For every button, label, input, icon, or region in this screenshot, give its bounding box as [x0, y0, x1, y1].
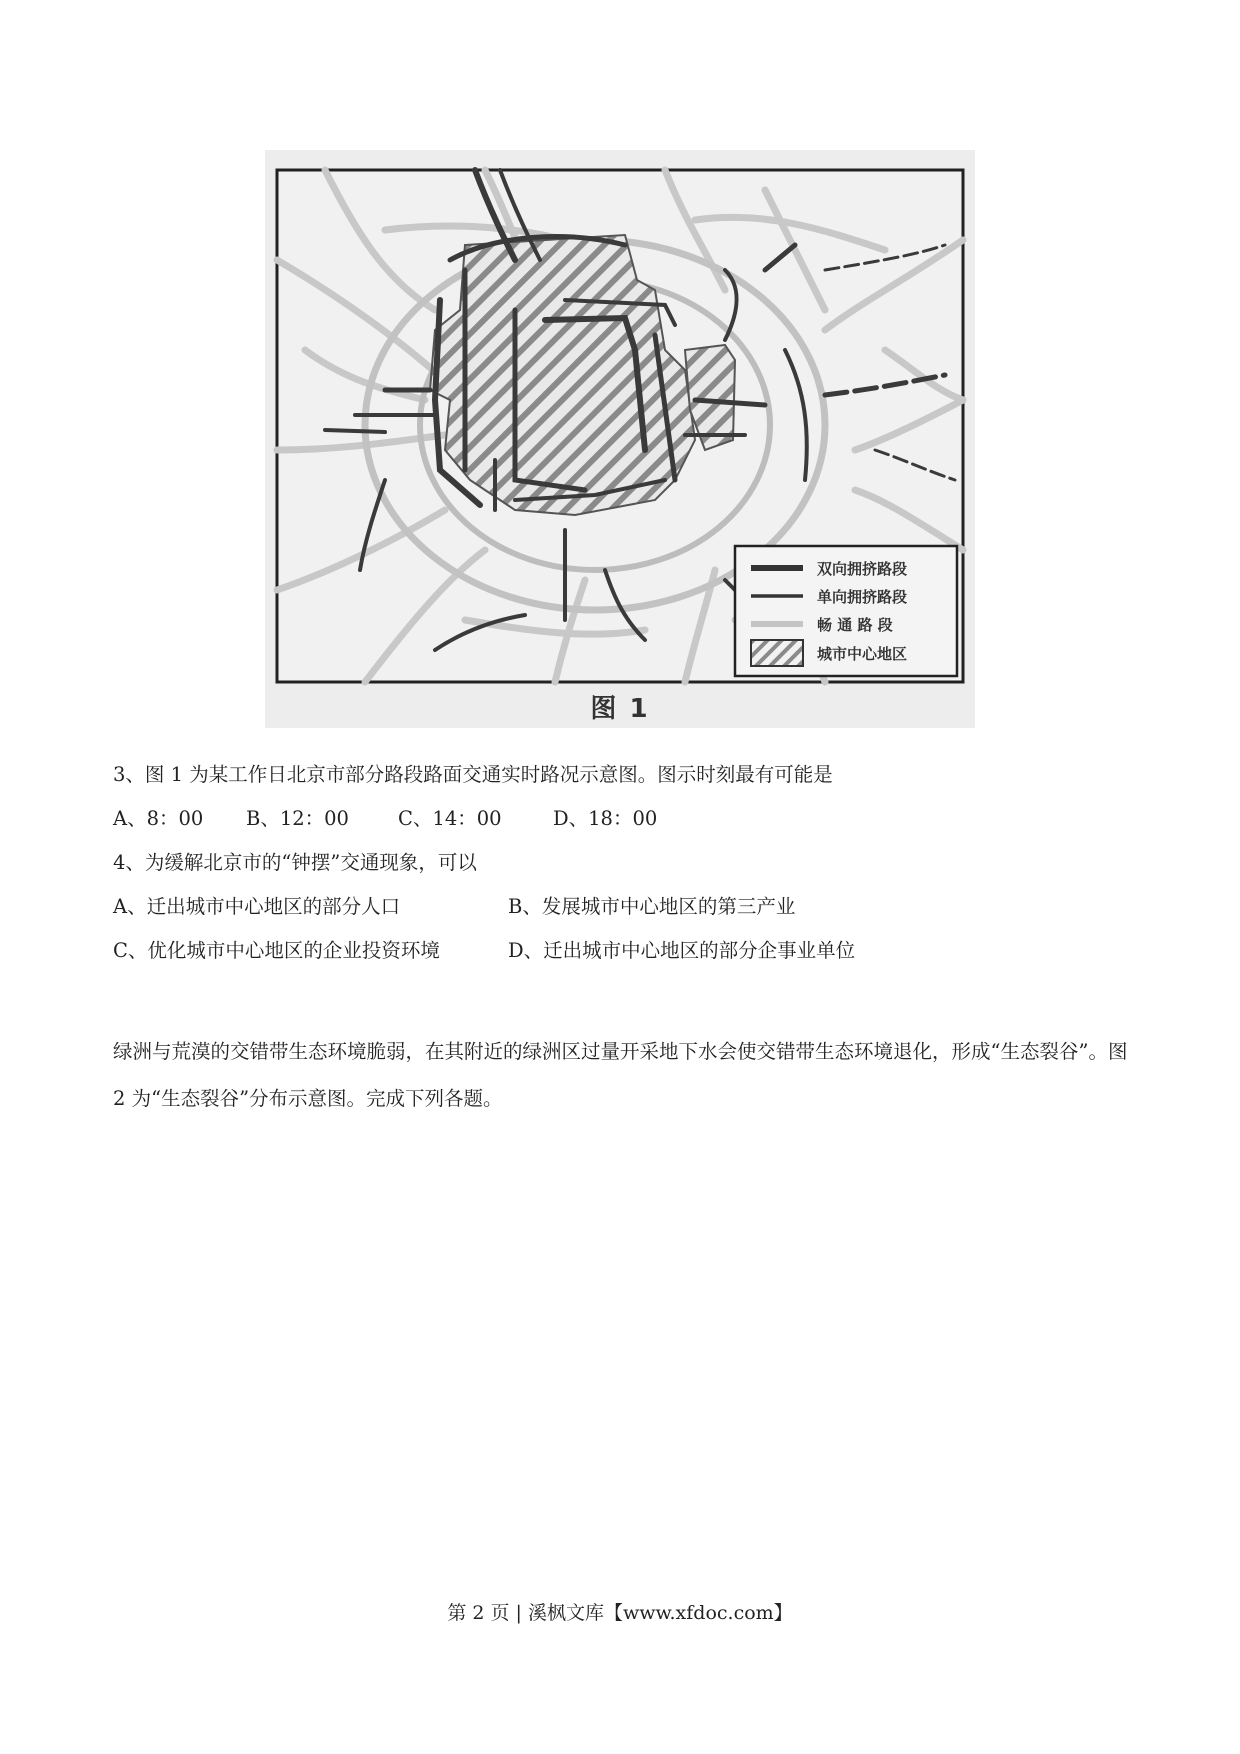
question-4-option-b: B、发展城市中心地区的第三产业	[508, 895, 796, 918]
question-4-option-c: C、优化城市中心地区的企业投资环境	[113, 939, 440, 962]
question-3-option-c: C、14：00	[398, 807, 502, 830]
question-4-option-a: A、迁出城市中心地区的部分人口	[113, 895, 401, 918]
traffic-map	[265, 150, 975, 728]
question-3-option-a: A、8：00	[113, 807, 204, 830]
legend-label-double-congested: 双向拥挤路段	[817, 560, 908, 578]
map-legend	[735, 546, 957, 676]
legend-label-single-congested: 单向拥挤路段	[817, 588, 908, 606]
question-3-stem: 3、图 1 为某工作日北京市部分路段路面交通实时路况示意图。图示时刻最有可能是	[113, 763, 833, 786]
legend-swatch-city-center	[751, 640, 803, 666]
page-footer: 第 2 页 | 溪枫文库【www.xfdoc.com】	[447, 1602, 793, 1624]
traffic-map-figure	[265, 150, 975, 728]
question-4-stem: 4、为缓解北京市的“钟摆”交通现象，可以	[113, 851, 477, 874]
passage-text: 绿洲与荒漠的交错带生态环境脆弱，在其附近的绿洲区过量开采地下水会使交错带生态环境退化，形成“生态裂谷”。图 2 为“生态裂谷”分布示意图。完成下列各题。	[113, 1040, 1128, 1110]
figure-caption: 图 1	[590, 694, 650, 724]
question-3-option-d: D、18：00	[553, 807, 658, 830]
legend-label-city-center: 城市中心地区	[817, 645, 908, 663]
question-4-option-d: D、迁出城市中心地区的部分企事业单位	[508, 939, 856, 962]
legend-label-smooth: 畅 通 路 段	[817, 616, 893, 634]
question-3-option-b: B、12：00	[246, 807, 349, 830]
